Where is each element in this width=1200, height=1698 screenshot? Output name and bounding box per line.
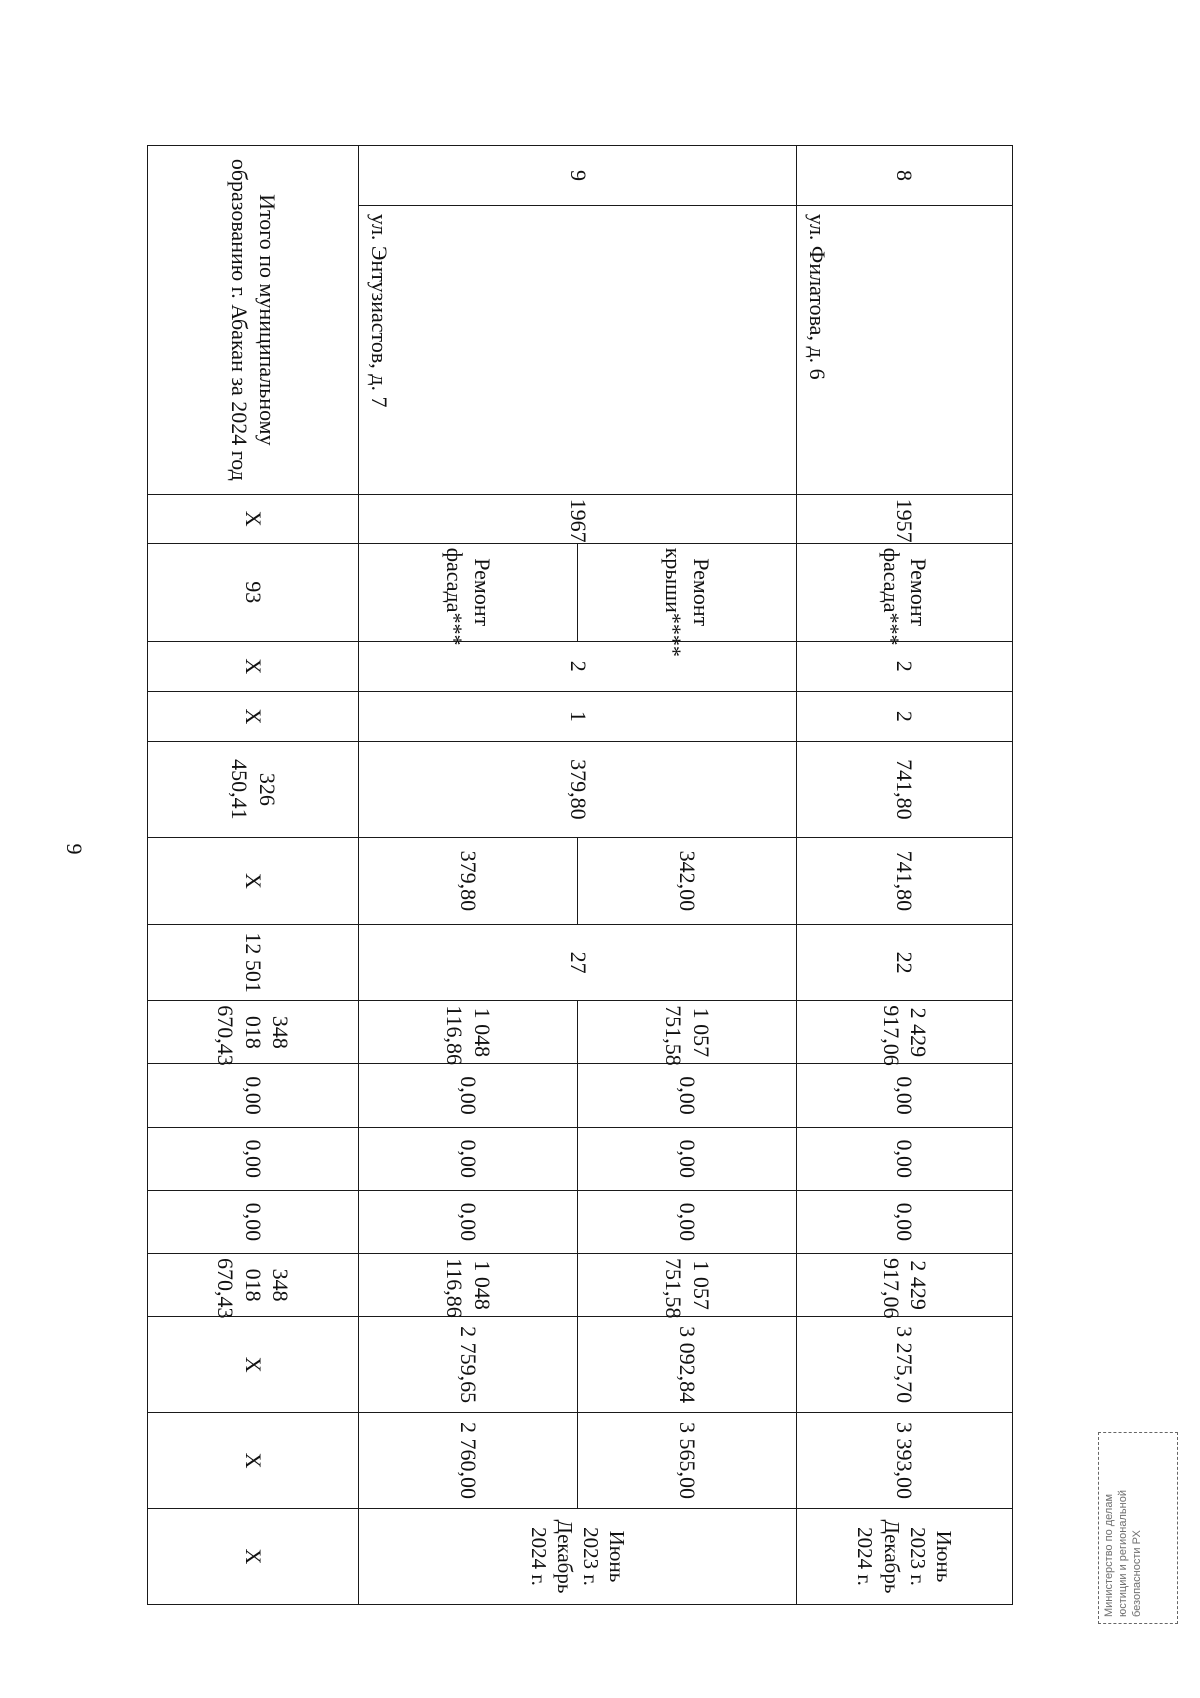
entrances-cell: 1	[359, 691, 797, 741]
unit-cost-cell: 3 092,84	[578, 1317, 797, 1413]
period-start: Июнь 2023 г.	[579, 1527, 630, 1586]
total-area-sub: Х	[148, 837, 359, 924]
zero-cell: 0,00	[797, 1127, 1013, 1190]
total-zero: 0,00	[148, 1127, 359, 1190]
total-entrances: Х	[148, 691, 359, 741]
total-period: Х	[148, 1508, 359, 1604]
unit-cost-cell: 3 275,70	[797, 1317, 1013, 1413]
zero-cell: 0,00	[578, 1190, 797, 1253]
floors-cell: 2	[359, 641, 797, 691]
period-cell	[359, 1508, 797, 1604]
zero-cell: 0,00	[578, 1127, 797, 1190]
total-label: Итого по муниципальному образованию г. Абакан за 2024 год	[148, 146, 359, 495]
total-area: 326 450,41	[148, 741, 359, 837]
total-row	[148, 146, 359, 1605]
residents-cell: 22	[797, 925, 1013, 1001]
zero-cell: 0,00	[359, 1190, 578, 1253]
area-sub-cell: 379,80	[359, 837, 578, 924]
registration-stamp	[1102, 1437, 1172, 1617]
stamp-line: юстиции и региональной	[1117, 1490, 1129, 1617]
total-area-cell: 741,80	[797, 741, 1013, 837]
total-area-cell: 379,80	[359, 741, 797, 837]
cost-total-cell: 2 429 917,06	[797, 1001, 1013, 1064]
works-cell: Ремонт фасада***	[359, 543, 578, 641]
page-number: 9	[62, 843, 87, 855]
address-cell: ул. Энтузиастов, д. 7	[359, 205, 797, 494]
works-cell: Ремонт крыши****	[578, 543, 797, 641]
cost-total-cell: 1 048 116,86	[359, 1001, 578, 1064]
period-cell	[797, 1508, 1013, 1604]
cost-total-cell: 1 057 751,58	[578, 1001, 797, 1064]
table-row	[578, 146, 797, 1605]
residents-cell: 27	[359, 925, 797, 1001]
stamp-line: Министерство по делам	[1103, 1493, 1115, 1617]
limit-cost-cell: 2 760,00	[359, 1413, 578, 1509]
period-start: Июнь 2023 г.	[905, 1527, 957, 1586]
zero-cell: 0,00	[797, 1064, 1013, 1127]
rotated-table-container	[147, 145, 1013, 1605]
total-residents: 12 501	[148, 925, 359, 1001]
zero-cell: 0,00	[797, 1190, 1013, 1253]
period-end: Декабрь 2024 г.	[853, 1519, 904, 1594]
area-sub-cell: 741,80	[797, 837, 1013, 924]
zero-cell: 0,00	[359, 1064, 578, 1127]
total-works: 93	[148, 543, 359, 641]
total-zero: 0,00	[148, 1190, 359, 1253]
total-limit-cost: Х	[148, 1413, 359, 1509]
works-cell: Ремонт фасада***	[797, 543, 1013, 641]
entrances-cell: 2	[797, 691, 1013, 741]
year-cell: 1957	[797, 494, 1013, 543]
year-cell: 1967	[359, 494, 797, 543]
zero-cell: 0,00	[359, 1127, 578, 1190]
zero-cell: 0,00	[578, 1064, 797, 1127]
total-floors: Х	[148, 641, 359, 691]
cost-fund-cell: 1 048 116,86	[359, 1254, 578, 1317]
row-number: 8	[797, 146, 1013, 206]
cost-fund-cell: 1 057 751,58	[578, 1254, 797, 1317]
total-unit-cost: Х	[148, 1317, 359, 1413]
floors-cell: 2	[797, 641, 1013, 691]
area-sub-cell: 342,00	[578, 837, 797, 924]
cost-fund-cell: 2 429 917,06	[797, 1254, 1013, 1317]
total-zero: 0,00	[148, 1064, 359, 1127]
total-cost: 348 018 670,43	[148, 1001, 359, 1064]
total-cost-fund: 348 018 670,43	[148, 1254, 359, 1317]
limit-cost-cell: 3 565,00	[578, 1413, 797, 1509]
period-end: Декабрь 2024 г.	[526, 1519, 577, 1594]
row-number: 9	[359, 146, 797, 206]
address-cell: ул. Филатова, д. 6	[797, 205, 1013, 494]
repair-program-table	[147, 145, 1013, 1605]
table-row	[797, 146, 1013, 1605]
unit-cost-cell: 2 759,65	[359, 1317, 578, 1413]
limit-cost-cell: 3 393,00	[797, 1413, 1013, 1509]
stamp-line: безопасности РХ	[1131, 1530, 1143, 1617]
total-year: Х	[148, 494, 359, 543]
